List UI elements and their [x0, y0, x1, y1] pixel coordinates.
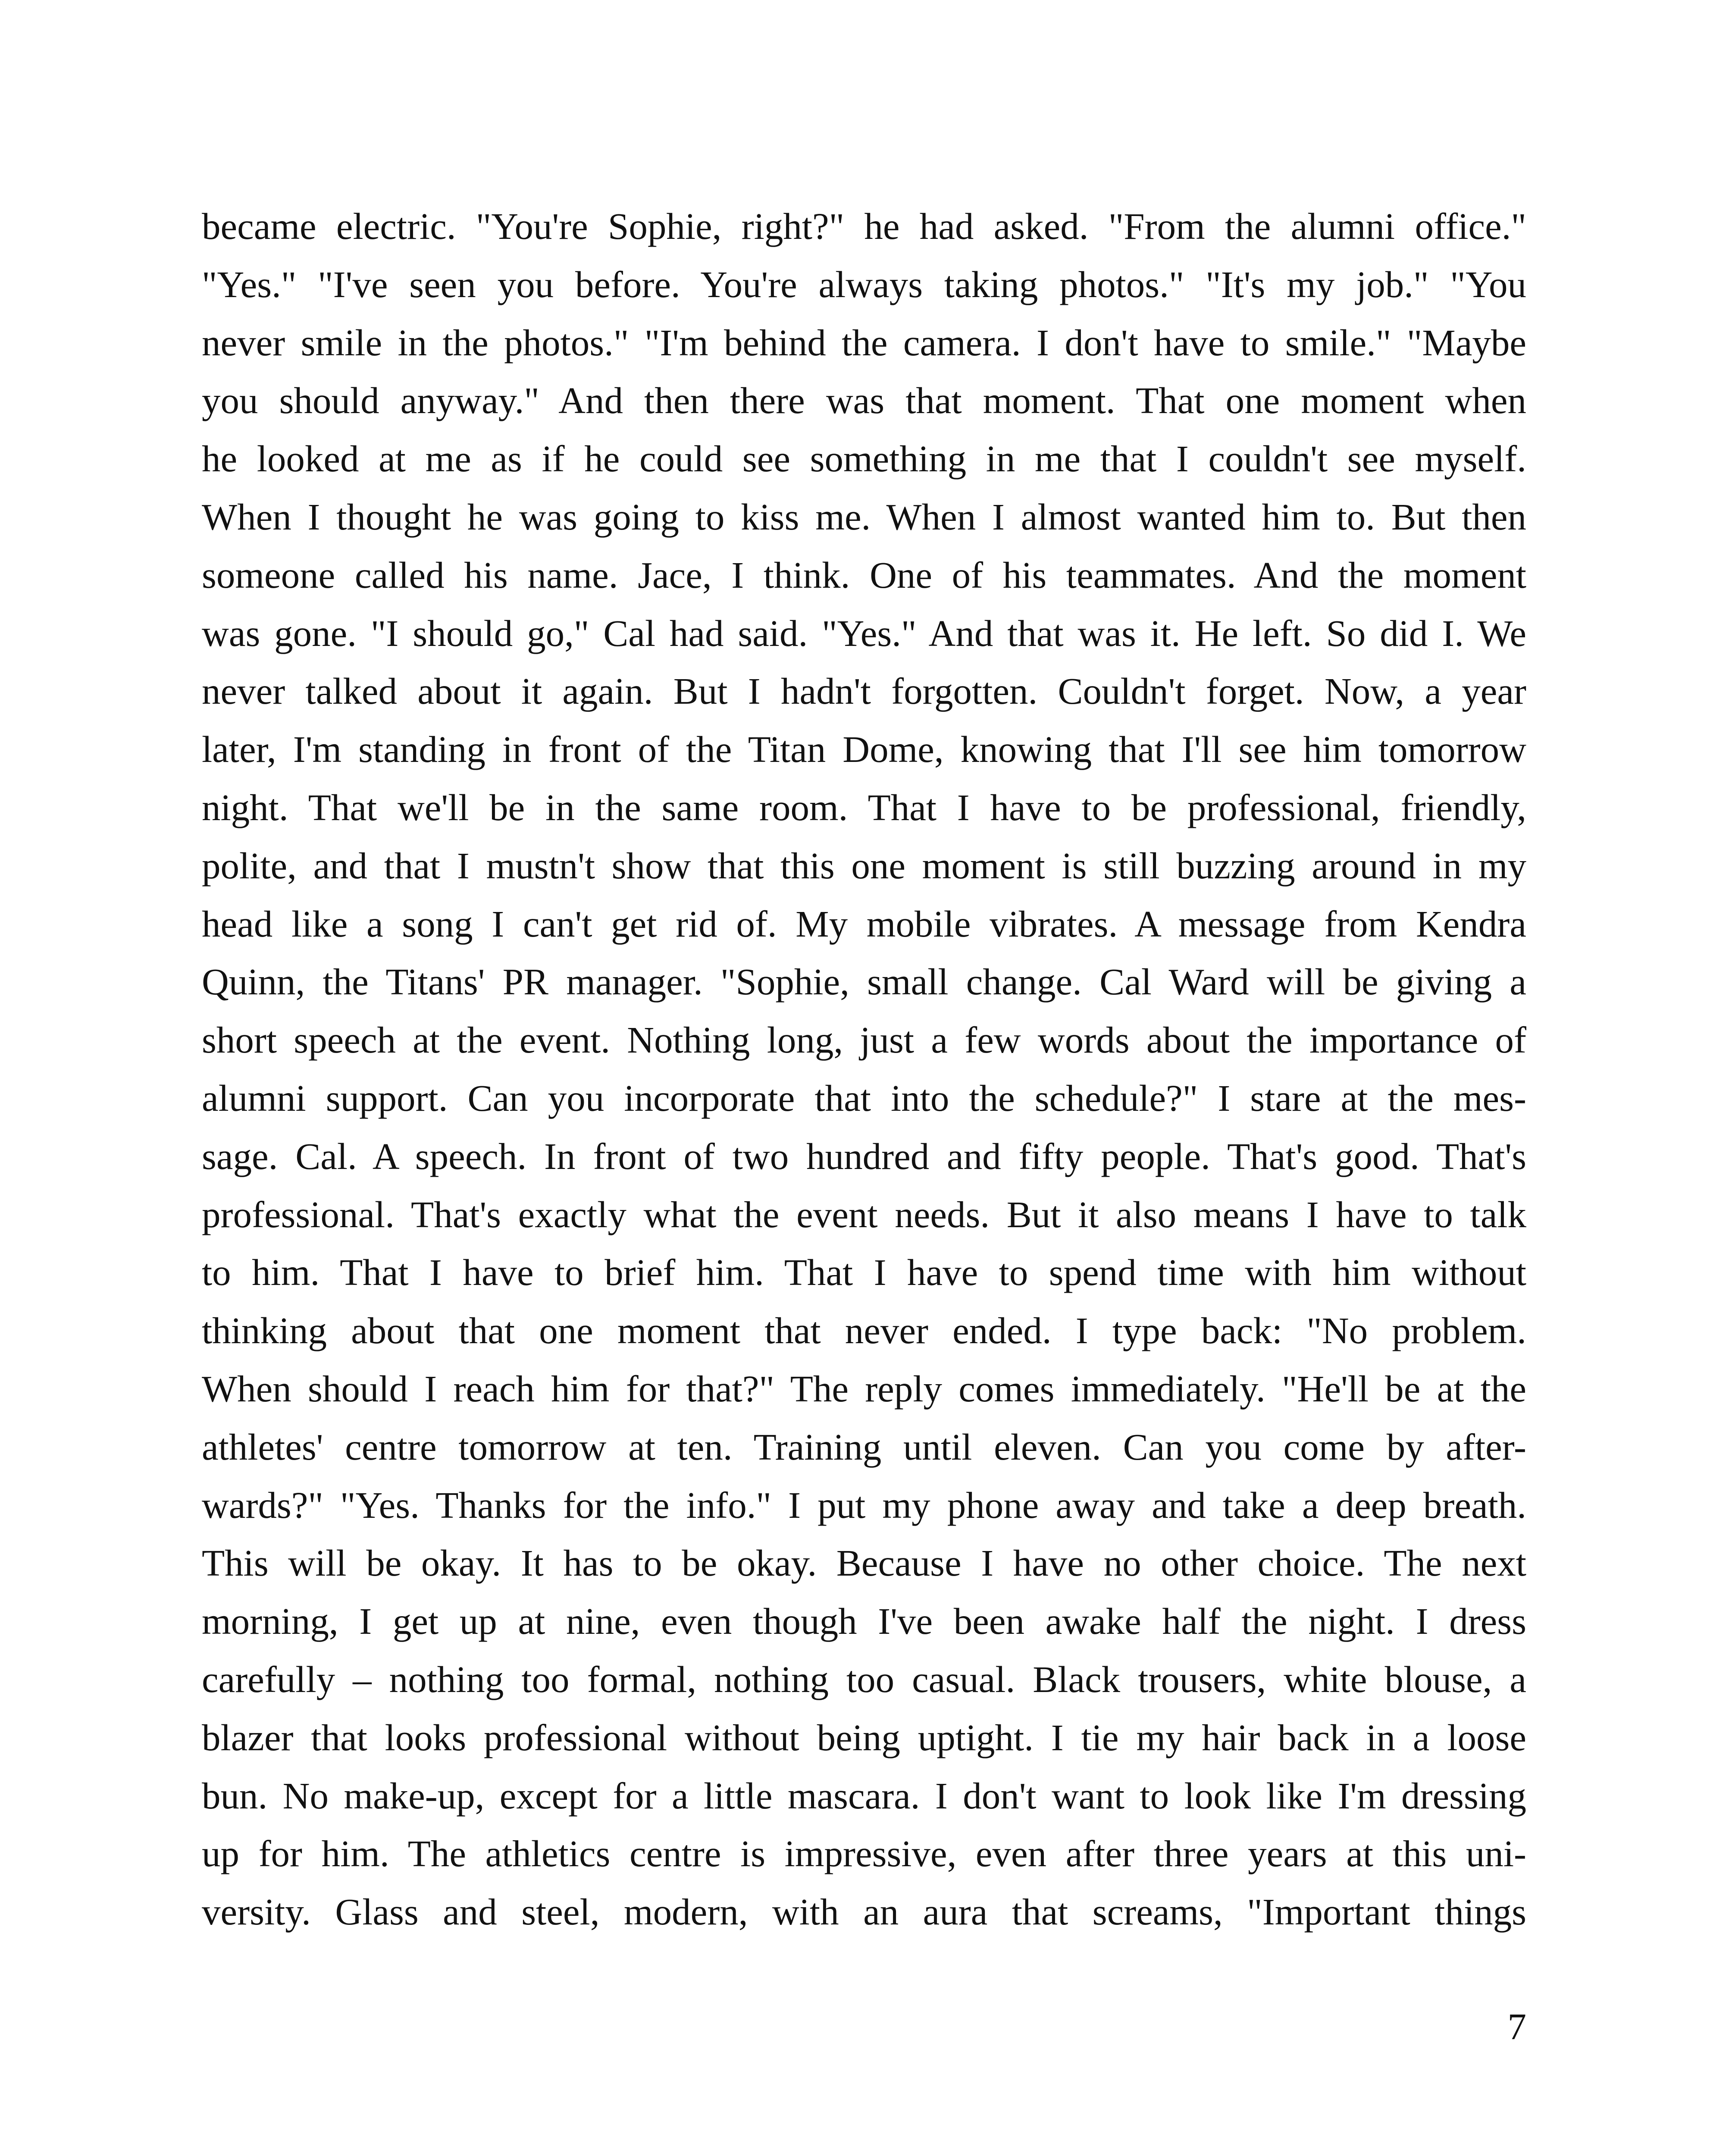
text-line: polite, and that I mustn't show that this one moment is still buzzing around in my: [202, 844, 1526, 887]
text-line: head like a song I can't get rid of. My mobile vibrates. A message from Kendra: [202, 903, 1526, 945]
text-line: When I thought he was going to kiss me. When I almost wanted him to. But then: [202, 495, 1526, 538]
text-line: later, I'm standing in front of the Titan Dome, knowing that I'll see him tomorrow: [202, 728, 1526, 771]
text-line: alumni support. Can you incorporate that into the schedule?" I stare at the mes-: [202, 1077, 1526, 1119]
text-line: athletes' centre tomorrow at ten. Training until eleven. Can you come by after-: [202, 1426, 1526, 1468]
text-line: night. That we'll be in the same room. That I have to be professional, friendly,: [202, 786, 1526, 828]
text-line: never smile in the photos." "I'm behind the camera. I don't have to smile." "Maybe: [202, 321, 1526, 364]
text-line: bun. No make-up, except for a little mascara. I don't want to look like I'm dressing: [202, 1774, 1526, 1817]
text-line: sage. Cal. A speech. In front of two hundred and fifty people. That's good. That's: [202, 1135, 1526, 1177]
text-line: never talked about it again. But I hadn't forgotten. Couldn't forget. Now, a year: [202, 670, 1526, 712]
text-line: thinking about that one moment that never ended. I type back: "No problem.: [202, 1310, 1526, 1352]
text-line: to him. That I have to brief him. That I have to spend time with him without: [202, 1251, 1526, 1294]
text-line: versity. Glass and steel, modern, with an aura that screams, "Important things: [202, 1891, 1526, 1933]
text-line: morning, I get up at nine, even though I've been awake half the night. I dress: [202, 1600, 1526, 1642]
text-line: Quinn, the Titans' PR manager. "Sophie, small change. Cal Ward will be giving a: [202, 961, 1526, 1003]
text-line: was gone. "I should go," Cal had said. "Yes." And that was it. He left. So did I. We: [202, 612, 1526, 654]
text-line: blazer that looks professional without being uptight. I tie my hair back in a loose: [202, 1716, 1526, 1758]
text-line: short speech at the event. Nothing long, just a few words about the importance of: [202, 1019, 1526, 1061]
text-line: carefully – nothing too formal, nothing too casual. Black trousers, white blouse, a: [202, 1658, 1526, 1700]
text-line: up for him. The athletics centre is impressive, even after three years at this uni-: [202, 1833, 1526, 1875]
text-line: This will be okay. It has to be okay. Because I have no other choice. The next: [202, 1542, 1526, 1584]
text-line: he looked at me as if he could see something in me that I couldn't see myself.: [202, 438, 1526, 480]
text-line: wards?" "Yes. Thanks for the info." I put my phone away and take a deep breath.: [202, 1484, 1526, 1526]
text-line: "Yes." "I've seen you before. You're always taking photos." "It's my job." "You: [202, 263, 1526, 305]
page-number: 7: [1507, 2006, 1526, 2047]
text-line: became electric. "You're Sophie, right?" he had asked. "From the alumni office.": [202, 205, 1526, 247]
body-text: [202, 197, 1526, 1941]
text-line: When should I reach him for that?" The reply comes immediately. "He'll be at the: [202, 1367, 1526, 1410]
text-line: you should anyway." And then there was that moment. That one moment when: [202, 379, 1526, 422]
text-line: someone called his name. Jace, I think. One of his teammates. And the moment: [202, 554, 1526, 596]
text-line: professional. That's exactly what the event needs. But it also means I have to talk: [202, 1193, 1526, 1235]
